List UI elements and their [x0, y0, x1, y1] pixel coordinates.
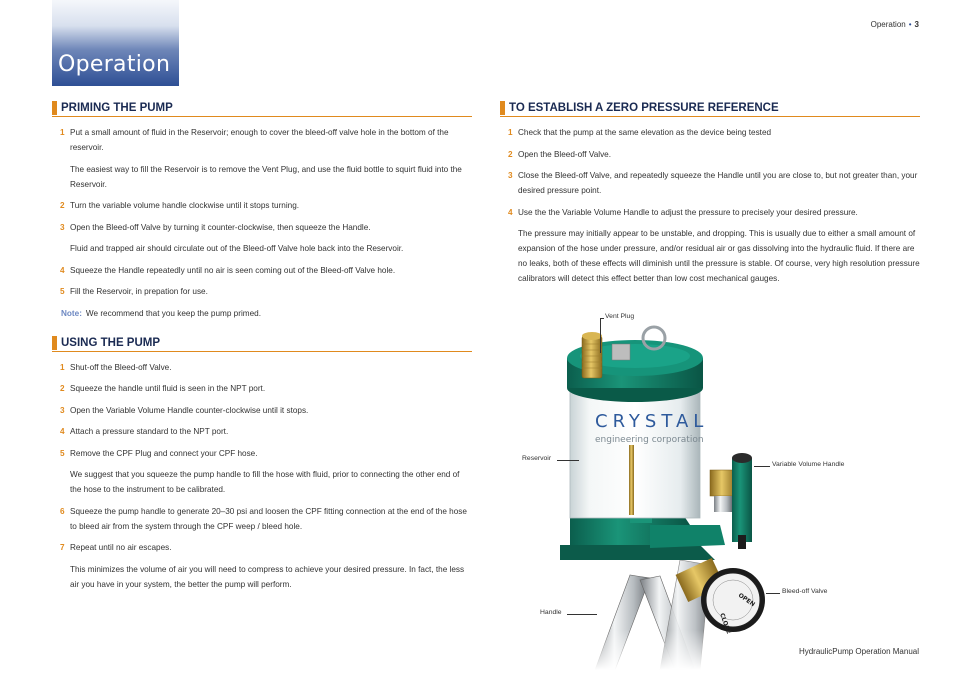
vent-plug	[582, 332, 602, 378]
page-label	[871, 20, 919, 29]
step-text: Squeeze the Handle repeatedly until no air is seen coming out of the Bleed-off Valve hole.	[70, 265, 396, 275]
step-number: 4	[508, 207, 513, 217]
step-text: Open the Bleed-off Valve.	[518, 149, 612, 159]
section-heading	[52, 335, 472, 352]
step-item	[500, 147, 920, 162]
page-section: Operation	[870, 20, 906, 29]
step-number: 2	[508, 149, 513, 159]
step-item	[52, 381, 472, 396]
step-item	[52, 263, 472, 278]
step-text: Shut-off the Bleed-off Valve.	[70, 362, 172, 372]
step-number: 5	[60, 287, 65, 296]
step-item	[52, 446, 472, 461]
pump-illustration	[500, 310, 920, 670]
step-number: 2	[60, 201, 65, 210]
step-text: Close the Bleed-off Valve, and repeatedly squeeze the Handle until you are close to, but not greater than, your desired pressure point.	[518, 171, 918, 195]
callout-line	[754, 466, 770, 467]
step-paragraph: This minimizes the volume of air you will need to compress to achieve your desired pressure. In fact, the less air you have in your system, the better the pump will perform.	[70, 564, 465, 589]
callout-handle: Handle	[540, 609, 562, 616]
zero-ref-steps	[500, 125, 920, 286]
step-number: 4	[60, 427, 65, 436]
section-using	[52, 335, 472, 592]
heading-bar	[500, 101, 505, 115]
section-heading	[500, 100, 920, 117]
step-item	[500, 125, 920, 140]
section-heading	[52, 100, 472, 117]
step-text: Fill the Reservoir, in prepation for use.	[70, 287, 208, 296]
brand-subtext: engineering corporation	[595, 435, 704, 445]
reservoir-cylinder	[570, 388, 708, 518]
step-text: Squeeze the handle until fluid is seen in the NPT port.	[70, 384, 266, 393]
step-text: Remove the CPF Plug and connect your CPF hose.	[70, 448, 258, 458]
knob-close-label: CLOSE	[718, 612, 733, 635]
step-number: 2	[60, 384, 65, 393]
step-text: Squeeze the pump handle to generate 20–30 psi and loosen the CPF fitting connection at the end of the hose to bleed air from the system through the CPF weep / bleed hole.	[70, 506, 467, 531]
callout-line	[557, 460, 579, 461]
step-text: Use the the Variable Volume Handle to adjust the pressure to precisely your desired pressure.	[518, 207, 858, 217]
callout-line	[766, 593, 780, 594]
step-number: 4	[60, 265, 65, 275]
using-steps	[52, 360, 472, 592]
step-number: 3	[60, 222, 65, 232]
step-number: 1	[60, 362, 65, 372]
callout-bleed-off-valve: Bleed-off Valve	[782, 588, 828, 595]
step-paragraph: The easiest way to fill the Reservoir is to remove the Vent Plug, and use the fluid bottle to squirt fluid into the Reservoir.	[70, 164, 462, 189]
step-text: Check that the pump at the same elevation as the device being tested	[518, 128, 772, 137]
bullet-dot: •	[908, 20, 912, 29]
step-item	[52, 504, 472, 534]
step-number: 3	[508, 171, 513, 180]
pump-figure	[500, 310, 920, 670]
step-number: 1	[60, 128, 65, 137]
section-zero-reference	[500, 100, 920, 286]
callout-line	[600, 318, 601, 353]
heading-bar	[52, 336, 57, 350]
page-title: Operation	[58, 52, 171, 77]
footer-label: HydraulicPump Operation Manual	[798, 647, 919, 656]
step-number: 6	[60, 506, 65, 516]
callout-variable-volume-handle: Variable Volume Handle	[772, 461, 845, 468]
step-number: 5	[60, 448, 65, 458]
step-item	[52, 403, 472, 418]
knob-open-label: OPEN	[736, 591, 757, 609]
step-item	[52, 540, 472, 555]
priming-steps	[52, 125, 472, 299]
step-paragraph: The pressure may initially appear to be unstable, and dropping. This is usually due to either a small amount of expansion of the hose under pressure, and/or residual air or gas dissolving into the hydraulic fluid. If there are no leaks, both of these effects will diminish until the pressure is stable. Of course, very high resolution pressure calibrators will detect this effect better than low cost mechanical gauges.	[518, 229, 920, 283]
step-paragraph: Fluid and trapped air should circulate out of the Bleed-off Valve hole back into the Reservoir.	[70, 244, 404, 253]
step-item	[52, 125, 472, 155]
callout-line	[567, 614, 597, 615]
step-paragraph: We suggest that you squeeze the pump handle to fill the hose with fluid, prior to connecting the other end of the hose to the instrument to be calibrated.	[70, 470, 460, 494]
step-text: Open the Variable Volume Handle counter-clockwise until it stops.	[70, 405, 309, 415]
step-item	[52, 424, 472, 439]
left-column	[52, 100, 472, 598]
heading-text: TO ESTABLISH A ZERO PRESSURE REFERENCE	[509, 102, 779, 114]
heading-text: PRIMING THE PUMP	[61, 102, 173, 114]
step-item	[52, 220, 472, 235]
callout-reservoir: Reservoir	[522, 455, 552, 462]
page-number: 3	[914, 20, 919, 29]
right-column	[500, 100, 920, 293]
step-text: Turn the variable volume handle clockwise until it stops turning.	[70, 201, 300, 210]
step-text: Open the Bleed-off Valve by turning it counter-clockwise, then squeeze the Handle.	[70, 222, 371, 232]
note	[52, 306, 472, 321]
step-text: Put a small amount of fluid in the Reservoir; enough to cover the bleed-off valve hole in the bottom of the reservoir.	[70, 128, 449, 152]
step-number: 3	[60, 405, 65, 415]
step-item	[500, 205, 920, 220]
heading-bar	[52, 101, 57, 115]
callout-vent-plug: Vent Plug	[605, 313, 635, 320]
step-number: 1	[508, 128, 513, 137]
note-text: We recommend that you keep the pump primed.	[85, 308, 261, 318]
step-text: Attach a pressure standard to the NPT port.	[70, 427, 229, 436]
heading-text: USING THE PUMP	[61, 336, 161, 349]
step-item	[52, 284, 472, 299]
step-item	[52, 360, 472, 375]
step-item	[500, 168, 920, 198]
step-item	[52, 198, 472, 213]
brand-text: CRYSTAL	[595, 411, 709, 432]
step-text: Repeat until no air escapes.	[70, 543, 172, 552]
note-label: Note:	[61, 308, 82, 318]
step-number: 7	[60, 543, 65, 552]
section-priming	[52, 100, 472, 321]
